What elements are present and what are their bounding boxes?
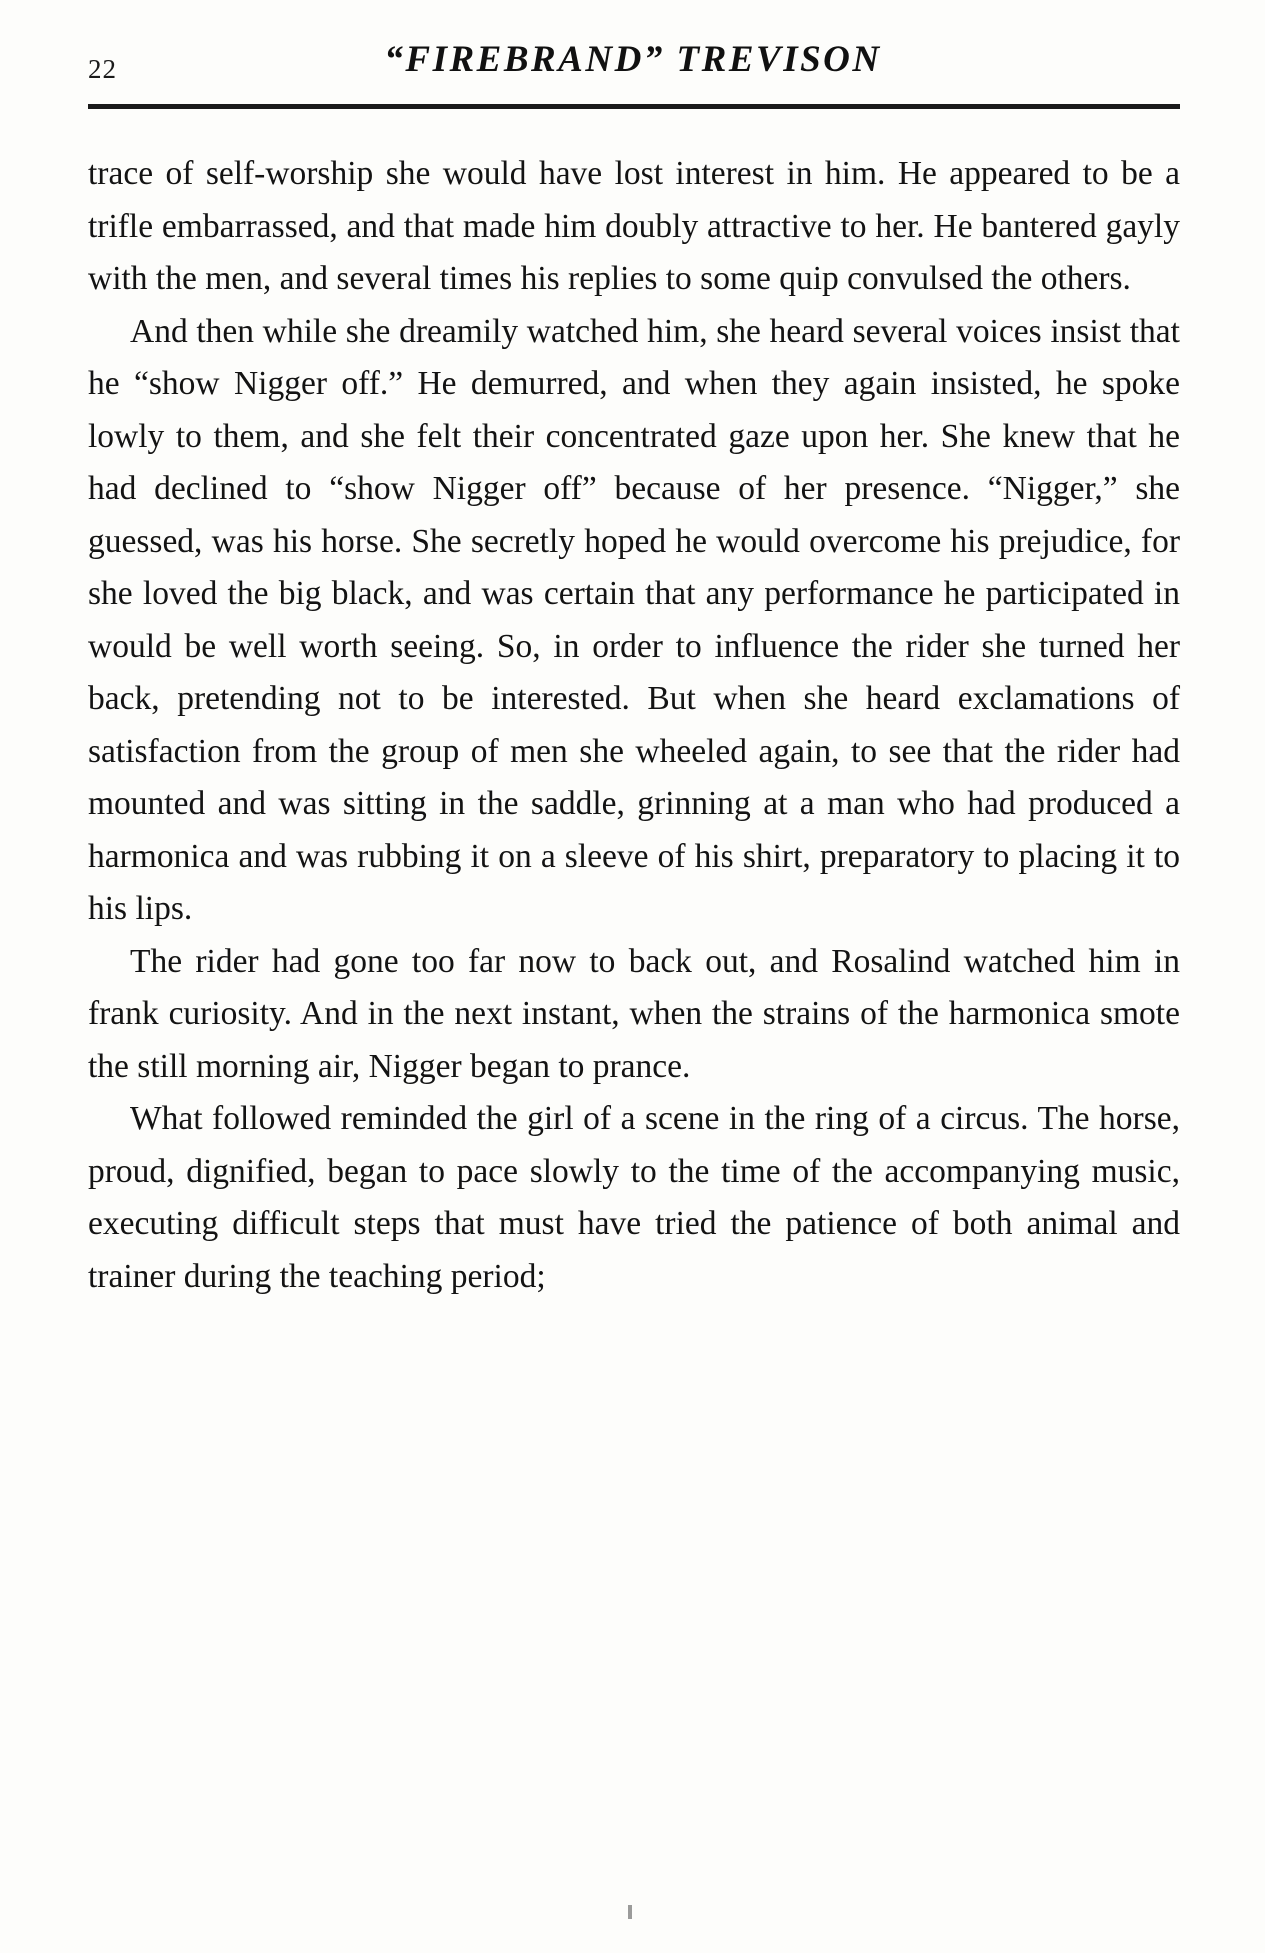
running-head-title: “FIREBRAND” TREVISON — [384, 39, 882, 80]
page-header — [88, 38, 1178, 96]
paragraph: And then while she dreamily watched him, she heard several voices insist that he “show Nigger off.” He demurred, and when they again insisted, he spoke lowly to them, and she felt their concentrated gaze upon her. She knew that he had declined to “show Nigger off” because of her presence. “Nigger,” she guessed, was his horse. She secretly hoped he would overcome his prejudice, for she loved the big black, and was certain that any performance he participated in would be well worth seeing. So, in order to influence the rider she turned her back, pretending not to be interested. But when she heard exclamations of satisfaction from the group of men she wheeled again, to see that the rider had mounted and was sitting in the saddle, grinning at a man who had produced a harmonica and was rubbing it on a sleeve of his shirt, preparatory to placing it to his lips. — [88, 312, 1180, 927]
page-body — [88, 148, 1180, 1303]
paragraph: trace of self-worship she would have lost interest in him. He appeared to be a trifle embarrassed, and that made him doubly attractive to her. He bantered gayly with the men, and several times his replies to some quip convulsed the others. — [88, 155, 1180, 297]
header-rule — [88, 104, 1180, 109]
paragraph: The rider had gone too far now to back out, and Rosalind watched him in frank curiosity. And in the next instant, when the strains of the harmonica smote the still morning air, Nigger began to prance. — [88, 942, 1180, 1085]
paragraph: What followed reminded the girl of a scene in the ring of a circus. The horse, proud, dignified, began to pace slowly to the time of the accompanying music, executing difficult steps that must have tried the patience of both animal and trainer during the teaching period; — [88, 1100, 1180, 1295]
page-number: 22 — [88, 54, 117, 84]
page-bottom-mark — [628, 1905, 632, 1919]
